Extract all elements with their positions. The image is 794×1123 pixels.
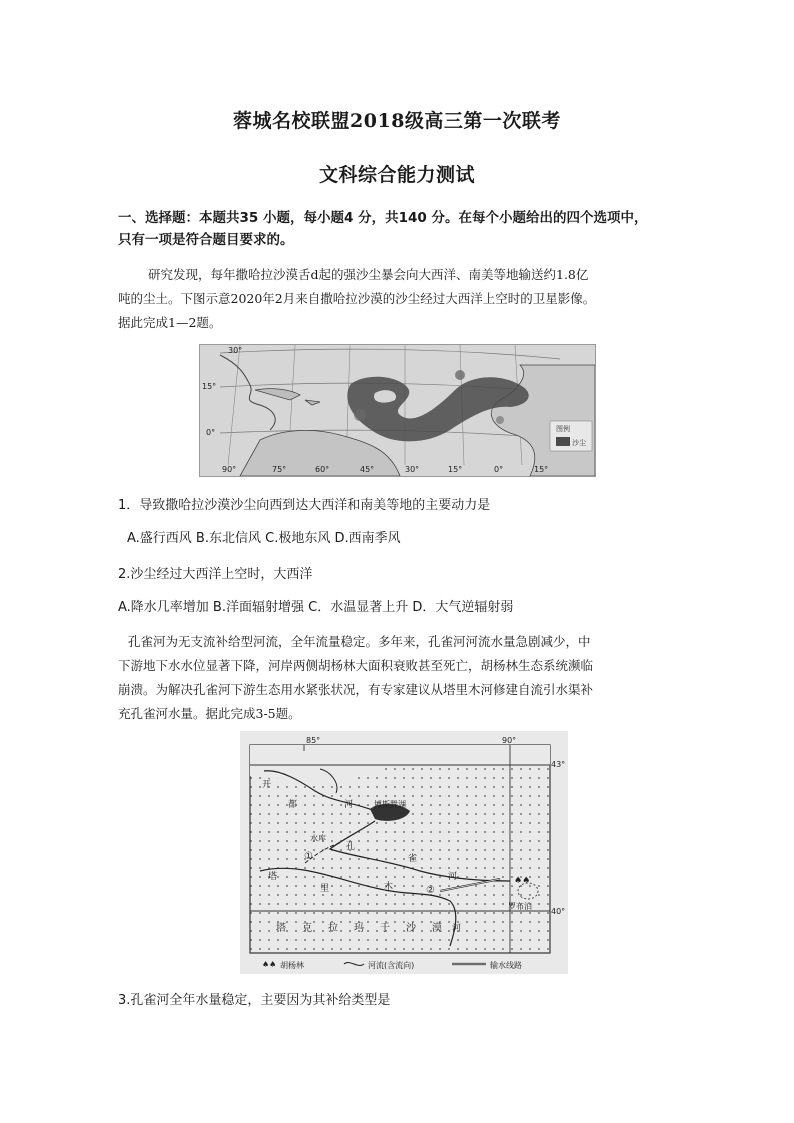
river-map-svg — [240, 731, 568, 974]
lon-label-15E: 15° — [534, 465, 549, 474]
river-char-kong: 孔 — [346, 842, 356, 852]
desert-char-1: 塔 — [276, 923, 286, 934]
river-char-li: 里 — [320, 884, 330, 894]
passage2-line4: 充孔雀河水量。据此完成3-5题。 — [118, 706, 301, 721]
desert-char-4: 玛 — [354, 923, 364, 934]
lon-label-90: 90° — [502, 736, 517, 745]
kongque-river-map — [240, 731, 568, 974]
lon-label-90W: 90° — [222, 465, 237, 474]
question-1-options: A.盛行西风 B.东北信风 C.极地东风 D.西南季风 — [127, 531, 401, 546]
desert-char-6: 沙 — [406, 923, 416, 934]
exam-title: 蓉城名校联盟2018级高三第一次联考 — [233, 110, 561, 132]
question-2-options: A.降水几率增加 B.洋面辐射增强 C．水温显著上升 D．大气逆辐射弱 — [118, 600, 514, 615]
legend-river-label: 河流(含流向) — [368, 961, 415, 970]
desert-char-5: 于 — [380, 923, 390, 934]
question-2-stem: 2.沙尘经过大西洋上空时，大西洋 — [118, 567, 313, 582]
river-char-he1: 河 — [344, 800, 354, 810]
exam-subtitle: 文科综合能力测试 — [318, 164, 475, 186]
legend-title: 图例 — [556, 425, 570, 433]
passage1-line3: 据此完成1—2题。 — [118, 315, 222, 330]
river-char-kai: 开 — [262, 780, 272, 790]
desert-char-7: 漠 — [432, 923, 442, 934]
desert-char-3: 拉 — [328, 923, 338, 934]
poplar-icon: ♠♠ — [514, 876, 531, 886]
river-char-que: 雀 — [408, 854, 418, 864]
passage1-line2: 吨的尘土。下图示意2020年2月来自撒哈拉沙漠的沙尘经过大西洋上空时的卫星影像。 — [118, 291, 596, 306]
river-char-du: 都 — [288, 800, 298, 810]
lat-label-40: 40° — [551, 907, 566, 916]
passage2-line2: 下游地下水水位显著下降，河岸两侧胡杨林大面积衰败甚至死亡，胡杨林生态系统濒临 — [118, 658, 594, 673]
passage1-line1: 研究发现，每年撒哈拉沙漠舌d起的强沙尘暴会向大西洋、南美等地输送约1.8亿 — [148, 267, 589, 282]
lon-label-60W: 60° — [315, 465, 330, 474]
question-1-stem: 1．导致撒哈拉沙漠沙尘向西到达大西洋和南美等地的主要动力是 — [118, 498, 491, 513]
river-char-mu: 木 — [384, 882, 394, 892]
legend-poplar-label: 胡杨林 — [280, 961, 304, 970]
passage2-line3: 崩溃。为解决孔雀河下游生态用水紧张状况，有专家建议从塔里木河修建自流引水渠补 — [118, 682, 594, 697]
passage2-line1: 孔雀河为无支流补给型河流，全年流量稳定。多年来，孔雀河河流水量急剧减少，中 — [128, 634, 591, 649]
legend-dust-swatch — [556, 437, 570, 446]
luobupo-label: 罗布泊 — [508, 902, 532, 911]
dust-map-svg — [200, 345, 595, 476]
lat-label-30: 30° — [228, 346, 243, 355]
dust-satellite-figure — [199, 344, 596, 477]
river-char-he3: 河 — [452, 924, 462, 934]
lon-label-30W: 30° — [405, 465, 420, 474]
lat-label-15: 15° — [202, 382, 217, 391]
legend-pipeline-label: 输水线路 — [490, 961, 522, 970]
section-heading-line2: 只有一项是符合题目要求的。 — [118, 232, 294, 248]
lon-label-15W: 15° — [448, 465, 463, 474]
lat-label-43: 43° — [551, 760, 566, 769]
desert-char-2: 克 — [302, 923, 312, 934]
marker-1: ① — [304, 851, 313, 862]
question-3-stem: 3.孔雀河全年水量稳定，主要因为其补给类型是 — [118, 993, 391, 1008]
marker-2: ② — [426, 885, 435, 896]
lon-label-0: 0° — [494, 465, 504, 474]
lon-label-45W: 45° — [360, 465, 375, 474]
legend-poplar-icon: ♠♠ — [262, 960, 277, 969]
legend-dust-label: 沙尘 — [572, 439, 586, 447]
river-char-he2: 河 — [448, 872, 458, 882]
river-char-ta: 塔 — [268, 872, 278, 882]
section-heading-line1: 一、选择题：本题共35 小题，每小题4 分，共140 分。在每个小题给出的四个选项中， — [118, 210, 648, 226]
reservoir-label: 水库 — [310, 834, 326, 843]
lon-label-75W: 75° — [272, 465, 287, 474]
lat-label-0: 0° — [206, 428, 216, 437]
bosten-lake-label: 博斯腾湖 — [374, 800, 406, 809]
lon-label-85: 85° — [306, 736, 321, 745]
